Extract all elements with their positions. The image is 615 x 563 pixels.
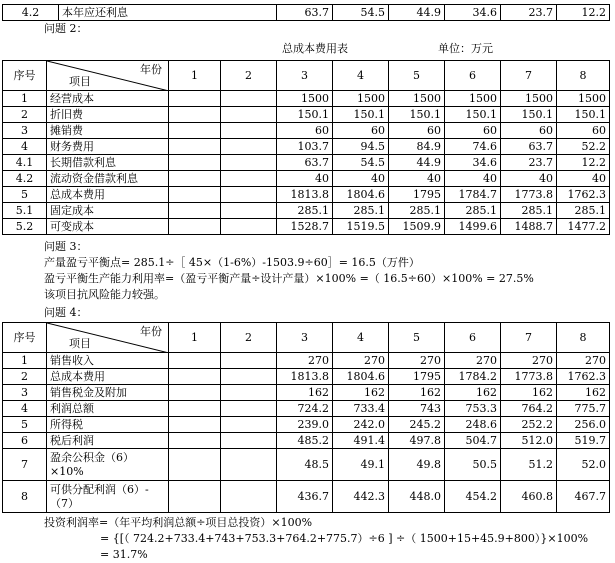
cell (169, 433, 221, 449)
header-year-cell: 2 (221, 61, 277, 91)
cell: 51.2 (501, 449, 557, 481)
cell: 60 (333, 123, 389, 139)
cell: 60 (501, 123, 557, 139)
cell: 162 (389, 385, 445, 401)
cell (221, 187, 277, 203)
header-year-cell: 2 (221, 323, 277, 353)
table-row (3, 123, 610, 139)
cell: 270 (389, 353, 445, 369)
cell (221, 203, 277, 219)
cell: 270 (501, 353, 557, 369)
cell: 519.7 (557, 433, 610, 449)
cell: 1500 (333, 91, 389, 107)
cell: 所得税 (47, 417, 169, 433)
cell: 总成本费用 (47, 369, 169, 385)
cell (221, 401, 277, 417)
header-year-cell: 3 (277, 323, 333, 353)
table-row (3, 433, 610, 449)
formula-line3: = 31.7% (100, 548, 148, 561)
cell: 40 (445, 171, 501, 187)
cell: 764.2 (501, 401, 557, 417)
cell: 252.2 (501, 417, 557, 433)
cell: 23.7 (501, 155, 557, 171)
cell: 1500 (501, 91, 557, 107)
header-year-cell: 4 (333, 61, 389, 91)
table-row (3, 369, 610, 385)
cell: 94.5 (333, 139, 389, 155)
cell: 256.0 (557, 417, 610, 433)
formula-line2: = {[（ 724.2+733.4+743+753.3+764.2+775.7）÷6 ] ÷（ 1500+15+45.9+800）}×100% (100, 532, 589, 545)
cell: 512.0 (501, 433, 557, 449)
table-row (3, 401, 610, 417)
cell: 285.1 (501, 203, 557, 219)
cell: 2 (3, 107, 47, 123)
cell: 150.1 (389, 107, 445, 123)
table-row (3, 449, 610, 481)
cell (169, 123, 221, 139)
cell: 54.5 (333, 5, 389, 21)
cell: 49.8 (389, 449, 445, 481)
cell: 239.0 (277, 417, 333, 433)
cell: 285.1 (389, 203, 445, 219)
cell: 74.6 (445, 139, 501, 155)
cell: 49.1 (333, 449, 389, 481)
cell: 270 (557, 353, 610, 369)
cell: 285.1 (445, 203, 501, 219)
cell: 1804.6 (333, 187, 389, 203)
cell: 4.1 (3, 155, 47, 171)
cost-table (2, 60, 610, 235)
cell (221, 219, 277, 235)
cell: 467.7 (557, 481, 610, 513)
table-row (3, 171, 610, 187)
cell: 1762.3 (557, 187, 610, 203)
cell: 162 (557, 385, 610, 401)
cell: 5.2 (3, 219, 47, 235)
cell: 442.3 (333, 481, 389, 513)
cell: 50.5 (445, 449, 501, 481)
cell: 40 (333, 171, 389, 187)
header-item: 项目 (69, 337, 91, 350)
cell (221, 449, 277, 481)
cell: 5 (3, 417, 47, 433)
header-year: 年份 (140, 63, 162, 76)
cell (169, 353, 221, 369)
cell (169, 107, 221, 123)
q3-line3: 该项目抗风险能力较强。 (44, 288, 165, 301)
cell: 162 (501, 385, 557, 401)
cell: 162 (333, 385, 389, 401)
unit-label: 单位：万元 (438, 42, 493, 55)
cell: 税后利润 (47, 433, 169, 449)
cell: 1500 (557, 91, 610, 107)
header-year-cell: 8 (557, 323, 610, 353)
cell: 1784.2 (445, 369, 501, 385)
cell: 743 (389, 401, 445, 417)
cell (221, 481, 277, 513)
cell: 40 (277, 171, 333, 187)
header-diagonal-cell (47, 61, 169, 91)
cell: 财务费用 (47, 139, 169, 155)
cell (169, 219, 221, 235)
table-row (3, 203, 610, 219)
header-row (3, 61, 610, 91)
table-row (3, 353, 610, 369)
cell (169, 187, 221, 203)
header-no: 序号 (3, 323, 47, 353)
cell: 60 (557, 123, 610, 139)
cell: 40 (501, 171, 557, 187)
cell: 7 (3, 449, 47, 481)
cell (221, 171, 277, 187)
cell (169, 481, 221, 513)
cell: 63.7 (501, 139, 557, 155)
cell (221, 155, 277, 171)
cell: 162 (277, 385, 333, 401)
table-row (3, 5, 610, 21)
cell: 1784.7 (445, 187, 501, 203)
cell: 12.2 (557, 5, 610, 21)
cell: 285.1 (333, 203, 389, 219)
cell: 54.5 (333, 155, 389, 171)
cell: 460.8 (501, 481, 557, 513)
cell: 60 (277, 123, 333, 139)
table-row (3, 219, 610, 235)
header-year-cell: 4 (333, 323, 389, 353)
cell (169, 203, 221, 219)
cell: 1773.8 (501, 369, 557, 385)
cell (169, 139, 221, 155)
cell: 497.8 (389, 433, 445, 449)
cell: 1773.8 (501, 187, 557, 203)
cell: 436.7 (277, 481, 333, 513)
cell (169, 91, 221, 107)
q3-heading: 问题 3： (44, 240, 88, 253)
cell: 448.0 (389, 481, 445, 513)
cell: 1477.2 (557, 219, 610, 235)
cell: 1500 (389, 91, 445, 107)
top-partial-table (2, 4, 610, 21)
cell: 485.2 (277, 433, 333, 449)
cell: 折旧费 (47, 107, 169, 123)
cell: 270 (445, 353, 501, 369)
cell: 8 (3, 481, 47, 513)
cell: 34.6 (445, 155, 501, 171)
header-year-cell: 1 (169, 323, 221, 353)
cell: 销售税金及附加 (47, 385, 169, 401)
cell: 经营成本 (47, 91, 169, 107)
cell (221, 385, 277, 401)
cell: 1499.6 (445, 219, 501, 235)
cell: 150.1 (557, 107, 610, 123)
cell: 52.2 (557, 139, 610, 155)
header-item: 项目 (69, 75, 91, 88)
cell (169, 385, 221, 401)
header-year-cell: 8 (557, 61, 610, 91)
cell: 本年应还利息 (59, 5, 277, 21)
cell: 23.7 (501, 5, 557, 21)
cell: 491.4 (333, 433, 389, 449)
cell: 1804.6 (333, 369, 389, 385)
cell: 753.3 (445, 401, 501, 417)
table-row (3, 385, 610, 401)
cell: 1528.7 (277, 219, 333, 235)
cell (169, 449, 221, 481)
q4-heading: 问题 4： (44, 306, 88, 319)
cell: 285.1 (557, 203, 610, 219)
cell (169, 369, 221, 385)
cell: 52.0 (557, 449, 610, 481)
cell: 724.2 (277, 401, 333, 417)
cell: 1762.3 (557, 369, 610, 385)
cell: 总成本费用 (47, 187, 169, 203)
cell (169, 171, 221, 187)
cell: 1795 (389, 369, 445, 385)
table-title: 总成本费用表 (282, 42, 348, 55)
cell (169, 417, 221, 433)
cell: 40 (557, 171, 610, 187)
cell: 流动资金借款利息 (47, 171, 169, 187)
q2-heading: 问题 2： (44, 22, 88, 35)
profit-table (2, 322, 610, 513)
cell: 733.4 (333, 401, 389, 417)
cell: 63.7 (277, 5, 333, 21)
cell: 利润总额 (47, 401, 169, 417)
cell: 242.0 (333, 417, 389, 433)
cell: 60 (389, 123, 445, 139)
cell (221, 91, 277, 107)
cell: 63.7 (277, 155, 333, 171)
header-year-cell: 3 (277, 61, 333, 91)
cell: 162 (445, 385, 501, 401)
header-row (3, 323, 610, 353)
table-row (3, 107, 610, 123)
cell: 摊销费 (47, 123, 169, 139)
cell: 4.2 (3, 5, 59, 21)
q3-line2: 盈亏平衡生产能力利用率=（盈亏平衡产量÷设计产量）×100% =（ 16.5÷60）×100% = 27.5% (44, 272, 534, 285)
cell: 5.1 (3, 203, 47, 219)
cell (221, 353, 277, 369)
cell: 150.1 (445, 107, 501, 123)
cell (221, 417, 277, 433)
cell (221, 139, 277, 155)
cell: 1500 (277, 91, 333, 107)
header-year-cell: 7 (501, 323, 557, 353)
cell: 4.2 (3, 171, 47, 187)
cell: 60 (445, 123, 501, 139)
cell: 4 (3, 401, 47, 417)
cell: 1519.5 (333, 219, 389, 235)
cell: 1500 (445, 91, 501, 107)
cell: 1795 (389, 187, 445, 203)
cell: 4 (3, 139, 47, 155)
cell: 可变成本 (47, 219, 169, 235)
header-year-cell: 5 (389, 61, 445, 91)
header-year-cell: 5 (389, 323, 445, 353)
table-row (3, 417, 610, 433)
cell: 12.2 (557, 155, 610, 171)
cell: 103.7 (277, 139, 333, 155)
q3-line1: 产量盈亏平衡点= 285.1÷［ 45×（1-6%）-1503.9÷60］= 16.5（万件） (44, 256, 420, 269)
cell: 1509.9 (389, 219, 445, 235)
cell: 销售收入 (47, 353, 169, 369)
cell: 1 (3, 91, 47, 107)
cell: 5 (3, 187, 47, 203)
cell: 1813.8 (277, 187, 333, 203)
cell: 245.2 (389, 417, 445, 433)
cell (221, 369, 277, 385)
header-year-cell: 7 (501, 61, 557, 91)
cell: 150.1 (501, 107, 557, 123)
formula-line1: 投资利润率=（年平均利润总额÷项目总投资）×100% (44, 516, 313, 529)
header-diagonal-cell (47, 323, 169, 353)
cell: 270 (333, 353, 389, 369)
cell: 可供分配利润（6）-（7） (47, 481, 169, 513)
table-row (3, 139, 610, 155)
cell: 3 (3, 385, 47, 401)
cell: 44.9 (389, 155, 445, 171)
cell: 1488.7 (501, 219, 557, 235)
cell: 1813.8 (277, 369, 333, 385)
table-row (3, 155, 610, 171)
cell (221, 433, 277, 449)
cell: 454.2 (445, 481, 501, 513)
cell: 固定成本 (47, 203, 169, 219)
cell: 248.6 (445, 417, 501, 433)
cell (221, 107, 277, 123)
cell: 3 (3, 123, 47, 139)
cell (221, 123, 277, 139)
cell: 270 (277, 353, 333, 369)
cell (169, 155, 221, 171)
cell: 2 (3, 369, 47, 385)
header-year-cell: 6 (445, 323, 501, 353)
table-row (3, 91, 610, 107)
table-row (3, 481, 610, 513)
header-year-cell: 1 (169, 61, 221, 91)
cell: 1 (3, 353, 47, 369)
cell: 长期借款利息 (47, 155, 169, 171)
cell: 6 (3, 433, 47, 449)
cell: 150.1 (277, 107, 333, 123)
cell (169, 401, 221, 417)
cell: 40 (389, 171, 445, 187)
cell: 盈余公积金（6）×10% (47, 449, 169, 481)
cell: 34.6 (445, 5, 501, 21)
cell: 150.1 (333, 107, 389, 123)
cell: 504.7 (445, 433, 501, 449)
header-no: 序号 (3, 61, 47, 91)
cell: 84.9 (389, 139, 445, 155)
cell: 48.5 (277, 449, 333, 481)
header-year: 年份 (140, 325, 162, 338)
cell: 775.7 (557, 401, 610, 417)
header-year-cell: 6 (445, 61, 501, 91)
table-row (3, 187, 610, 203)
cell: 44.9 (389, 5, 445, 21)
cell: 285.1 (277, 203, 333, 219)
